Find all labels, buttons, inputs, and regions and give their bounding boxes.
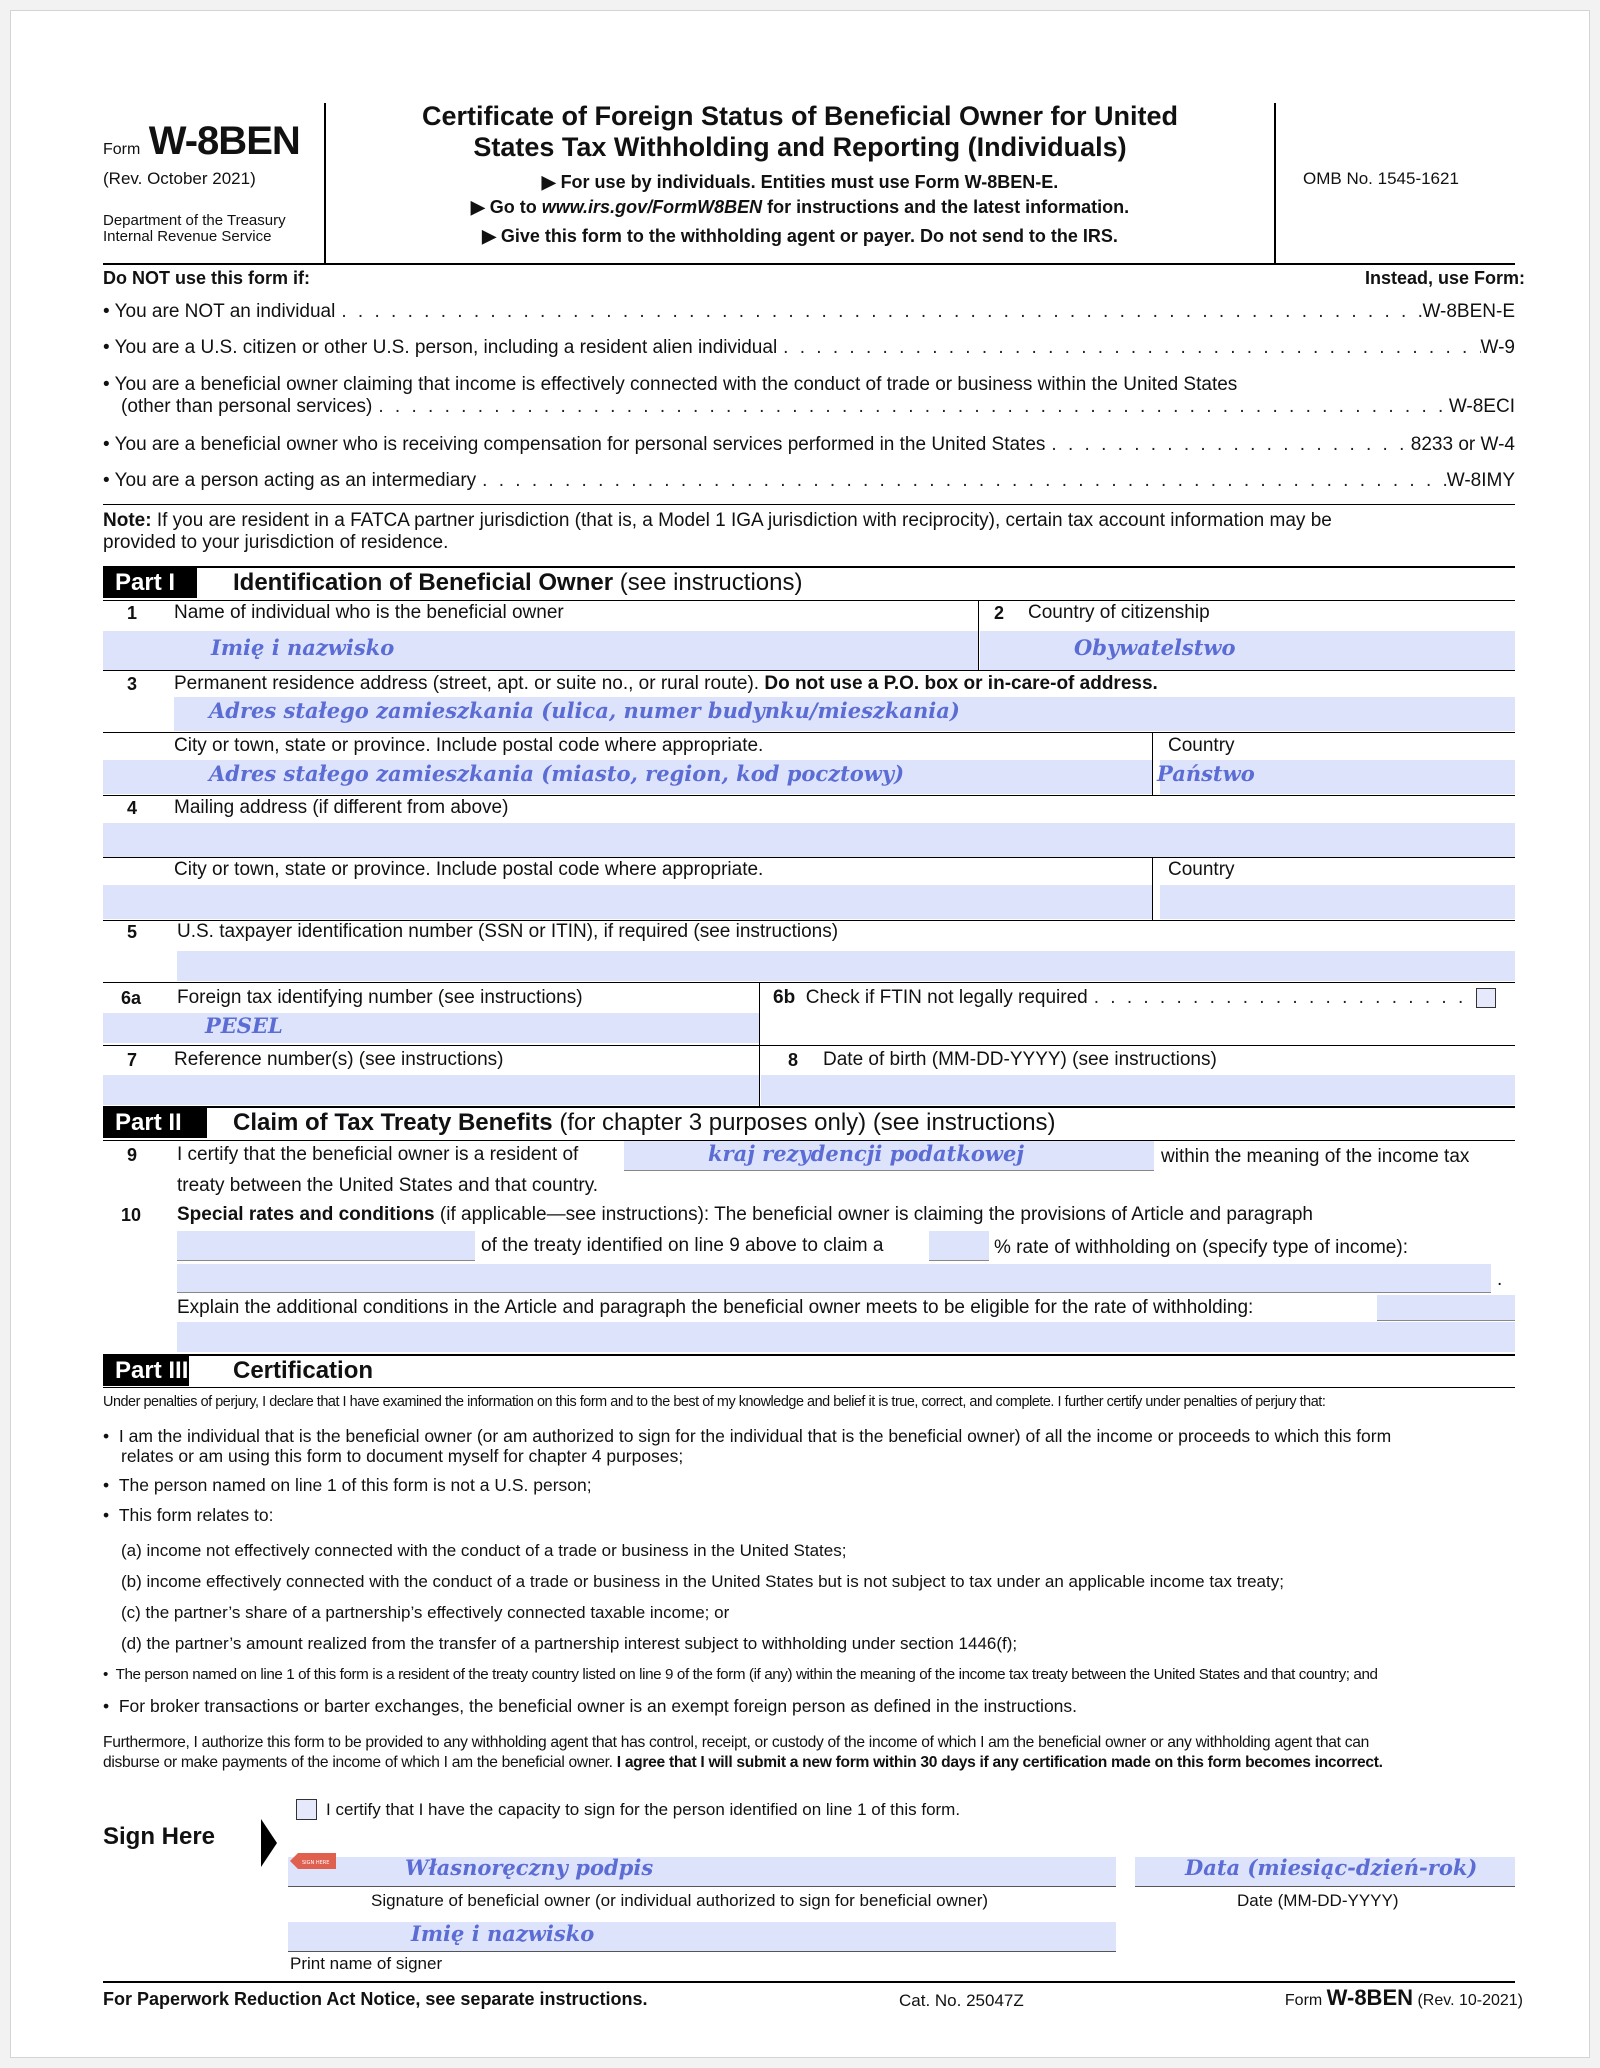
header-divider-right: [1274, 103, 1276, 263]
sign-here-heading: Sign Here: [103, 1823, 216, 1850]
irs-url-link[interactable]: www.irs.gov/FormW8BEN: [541, 197, 763, 217]
line5-label: U.S. taxpayer identification number (SSN or ITIN), if required (see instructions): [177, 921, 839, 942]
print-name-value: Imię i nazwisko: [411, 1921, 595, 1946]
line-number: 8: [788, 1050, 799, 1070]
city-label: City or town, state or province. Include postal code where appropriate.: [174, 735, 764, 756]
line6b-row: 6b Check if FTIN not legally required . . .: [773, 987, 1471, 1009]
mailing-address-field[interactable]: [103, 823, 1515, 857]
revision-date: (Rev. October 2021): [103, 169, 256, 188]
form-label: Form: [103, 141, 141, 158]
line10-text-3: % rate of withholding on (specify type of income):: [994, 1237, 1408, 1258]
citizenship-field[interactable]: [980, 631, 1515, 670]
article-paragraph-field[interactable]: [177, 1231, 475, 1261]
divider: [103, 1387, 1515, 1388]
line-number: 9: [127, 1145, 138, 1165]
cert-bullet-1: • I am the individual that is the beneficial owner (or am authorized to sign for the individual that is the beneficial owner) of all the income or proceeds to which this form: [103, 1426, 1392, 1446]
ftin-value: PESEL: [205, 1013, 283, 1038]
us-tin-field[interactable]: [177, 951, 1515, 981]
divider: [103, 795, 1515, 796]
country-label: Country: [1168, 735, 1235, 756]
form-title-line1: Certificate of Foreign Status of Beneficial Owner for United: [421, 101, 1179, 131]
ftin-field[interactable]: [103, 1013, 759, 1043]
residence-city-value: Adres stałego zamieszkania (miasto, region, kod pocztowy): [209, 761, 905, 786]
divider: [103, 1045, 1515, 1046]
irs-name: Internal Revenue Service: [103, 228, 272, 245]
header-instruction-2: ▶ Go to www.irs.gov/FormW8BEN for instructions and the latest information.: [470, 197, 1130, 217]
form-title-line2: States Tax Withholding and Reporting (Individuals): [473, 132, 1127, 162]
capacity-text: I certify that I have the capacity to sign for the person identified on line 1 of this form.: [326, 1800, 961, 1819]
period-mark: .: [1497, 1269, 1503, 1290]
dept-treasury: Department of the Treasury: [103, 212, 286, 229]
divider: [759, 1046, 760, 1106]
fatca-note-cont: provided to your jurisdiction of residence.: [103, 532, 449, 553]
capacity-checkbox[interactable]: [296, 1799, 317, 1820]
do-not-use-item: • You are a beneficial owner who is receiving compensation for personal services performed in the United States . . . 8233 or W-4: [103, 434, 1515, 456]
cert-sub-c: (c) the partner’s share of a partnership’s effectively connected taxable income; or: [121, 1603, 730, 1622]
part3-title: Certification: [233, 1357, 374, 1384]
divider: [103, 600, 1515, 601]
authorization-text-2: disburse or make payments of the income of which I am the beneficial owner. I agree that I will submit a new form within 30 days if any certification made on this form becomes incorrect.: [103, 1754, 1383, 1771]
mailing-city-field[interactable]: [103, 885, 1152, 919]
authorization-text: Furthermore, I authorize this form to be provided to any withholding agent that has control, receipt, or custody of the income of which I am the beneficial owner or any withholding agent that can: [103, 1734, 1369, 1751]
footer-rule: [103, 1981, 1515, 1983]
line-number: 3: [127, 674, 138, 694]
cert-sub-d: (d) the partner’s amount realized from the transfer of a partnership interest subject to withholding under section 1446(f);: [121, 1634, 1018, 1653]
cert-sub-a: (a) income not effectively connected with the conduct of a trade or business in the United States;: [121, 1541, 847, 1560]
citizenship-value: Obywatelstwo: [1074, 635, 1236, 660]
line7-label: Reference number(s) (see instructions): [174, 1049, 504, 1070]
line2-label: Country of citizenship: [1028, 602, 1210, 623]
income-type-field[interactable]: [177, 1264, 1491, 1293]
instead-use-heading: Instead, use Form:: [1364, 268, 1525, 288]
cert-bullet-4: • The person named on line 1 of this form is a resident of the treaty country listed on line 9 of the form (if any) within the meaning of the income tax treaty between the United States and that country; and: [103, 1666, 1378, 1683]
part1-rule: [103, 566, 1515, 568]
mailing-country-field[interactable]: [1160, 885, 1515, 919]
cert-bullet-1-cont: relates or am using this form to document myself for chapter 4 purposes;: [121, 1446, 684, 1466]
residence-address-value: Adres stałego zamieszkania (ulica, numer budynku/mieszkania): [209, 698, 960, 723]
part2-rule: [103, 1106, 1515, 1108]
arrow-right-icon: ▶: [482, 226, 501, 246]
signature-value: Własnoręczny podpis: [405, 1855, 654, 1880]
divider: [103, 857, 1515, 858]
do-not-use-item: • You are a U.S. citizen or other U.S. person, including a resident alien individual . . . W-9: [103, 337, 1515, 359]
do-not-use-heading: Do NOT use this form if:: [103, 268, 310, 288]
line-number: 6a: [121, 988, 142, 1008]
date-label: Date (MM-DD-YYYY): [1237, 1891, 1399, 1910]
part3-rule: [103, 1354, 1515, 1356]
part1-title: Identification of Beneficial Owner (see instructions): [233, 569, 803, 596]
ftin-not-required-checkbox[interactable]: [1476, 988, 1496, 1008]
header-rule: [103, 263, 1515, 265]
do-not-use-item: • You are a beneficial owner claiming that income is effectively connected with the conduct of trade or business within the United States: [103, 374, 1238, 395]
treaty-country-value: kraj rezydencji podatkowej: [708, 1141, 1024, 1166]
arrow-right-icon: ▶: [541, 172, 561, 192]
line-number: 2: [994, 603, 1005, 623]
line-number: 10: [121, 1205, 142, 1225]
arrow-right-icon: ▶: [470, 197, 490, 217]
cert-sub-b: (b) income effectively connected with the conduct of a trade or business in the United States but is not subject to tax under an applicable income tax treaty;: [121, 1572, 1284, 1591]
line-number: 7: [127, 1050, 138, 1070]
divider: [759, 983, 760, 1045]
do-not-use-item: • You are a person acting as an intermediary . . . W-8IMY: [103, 470, 1515, 492]
divider: [103, 732, 1515, 733]
omb-number: OMB No. 1545-1621: [1303, 169, 1459, 188]
divider: [978, 601, 979, 671]
divider: [1152, 732, 1153, 795]
footer-form-id: Form W-8BEN (Rev. 10-2021): [1284, 1985, 1523, 2010]
line-number: 4: [127, 798, 138, 818]
line10-text-4: Explain the additional conditions in the Article and paragraph the beneficial owner meets to be eligible for the rate of withholding:: [177, 1297, 1254, 1318]
divider: [103, 982, 1515, 983]
mailing-country-label: Country: [1168, 859, 1235, 880]
additional-conditions-field-1[interactable]: [1377, 1295, 1515, 1321]
svg-text:SIGN HERE: SIGN HERE: [302, 1860, 330, 1866]
cert-bullet-3: • This form relates to:: [103, 1505, 274, 1525]
part2-label: Part II: [103, 1108, 207, 1138]
form-number: W-8BEN: [148, 119, 300, 163]
catalog-number: Cat. No. 25047Z: [899, 1991, 1024, 2010]
signature-label: Signature of beneficial owner (or individual authorized to sign for beneficial owner): [371, 1891, 989, 1910]
line9-text-2: within the meaning of the income tax: [1161, 1146, 1470, 1167]
part2-title: Claim of Tax Treaty Benefits (for chapter 3 purposes only) (see instructions): [233, 1109, 1056, 1136]
withholding-rate-field[interactable]: [929, 1231, 989, 1261]
form-title: [326, 101, 1274, 163]
residence-country-value: Państwo: [1157, 761, 1255, 786]
line8-label: Date of birth (MM-DD-YYYY) (see instructions): [823, 1049, 1217, 1070]
divider: [103, 670, 1515, 671]
fatca-note: Note: If you are resident in a FATCA partner jurisdiction (that is, a Model 1 IGA jurisdiction with reciprocity), certain tax account information may be: [103, 510, 1332, 531]
line1-label: Name of individual who is the beneficial owner: [174, 602, 564, 623]
signature-date-value: Data (miesiąc-dzień-rok): [1185, 1855, 1478, 1880]
line9-text-3: treaty between the United States and that country.: [177, 1175, 599, 1196]
form-header-left: [103, 119, 300, 164]
divider: [1152, 857, 1153, 920]
date-of-birth-field[interactable]: [761, 1075, 1515, 1105]
print-name-label: Print name of signer: [290, 1954, 443, 1973]
additional-conditions-field-2[interactable]: [177, 1322, 1515, 1352]
divider: [103, 504, 1515, 505]
form-page: [10, 10, 1590, 2058]
paperwork-notice: For Paperwork Reduction Act Notice, see separate instructions.: [103, 1989, 648, 2009]
header-instruction-1: ▶ For use by individuals. Entities must use Form W-8BEN-E.: [541, 172, 1059, 192]
do-not-use-item: • You are NOT an individual . . . W-8BEN-E: [103, 301, 1515, 323]
part1-label: Part I: [103, 568, 197, 598]
header-instruction-3: ▶ Give this form to the withholding agent or payer. Do not send to the IRS.: [482, 226, 1118, 246]
cert-bullet-2: • The person named on line 1 of this form is not a U.S. person;: [103, 1475, 592, 1495]
line9-text: I certify that the beneficial owner is a resident of: [177, 1144, 579, 1165]
part3-label: Part III: [103, 1356, 189, 1386]
cert-bullet-5: • For broker transactions or barter exchanges, the beneficial owner is an exempt foreign person as defined in the instructions.: [103, 1696, 1078, 1716]
line6a-label: Foreign tax identifying number (see instructions): [177, 987, 583, 1008]
perjury-intro: Under penalties of perjury, I declare that I have examined the information on this form and to the best of my knowledge and belief it is true, correct, and complete. I further certify under penalties of perjury that:: [103, 1394, 1326, 1410]
mailing-city-label: City or town, state or province. Include postal code where appropriate.: [174, 859, 764, 880]
reference-number-field[interactable]: [103, 1075, 759, 1105]
line4-label: Mailing address (if different from above): [174, 797, 509, 818]
line3-label: Permanent residence address (street, apt. or suite no., or rural route). Do not use a P.O. box or in-care-of address.: [174, 673, 1158, 694]
line10-text-2: of the treaty identified on line 9 above to claim a: [481, 1235, 884, 1256]
line-number: 1: [127, 603, 138, 623]
beneficial-owner-name-value: Imię i nazwisko: [211, 635, 395, 660]
line10-text: Special rates and conditions (if applicable—see instructions): The beneficial owner is claiming the provisions of Article and paragraph: [177, 1204, 1313, 1225]
sign-arrow-icon: [259, 1817, 279, 1874]
sign-here-tab-icon: [290, 1852, 336, 1875]
line-number: 5: [127, 922, 138, 942]
do-not-use-item-cont: (other than personal services) . . . W-8ECI: [121, 396, 1515, 418]
